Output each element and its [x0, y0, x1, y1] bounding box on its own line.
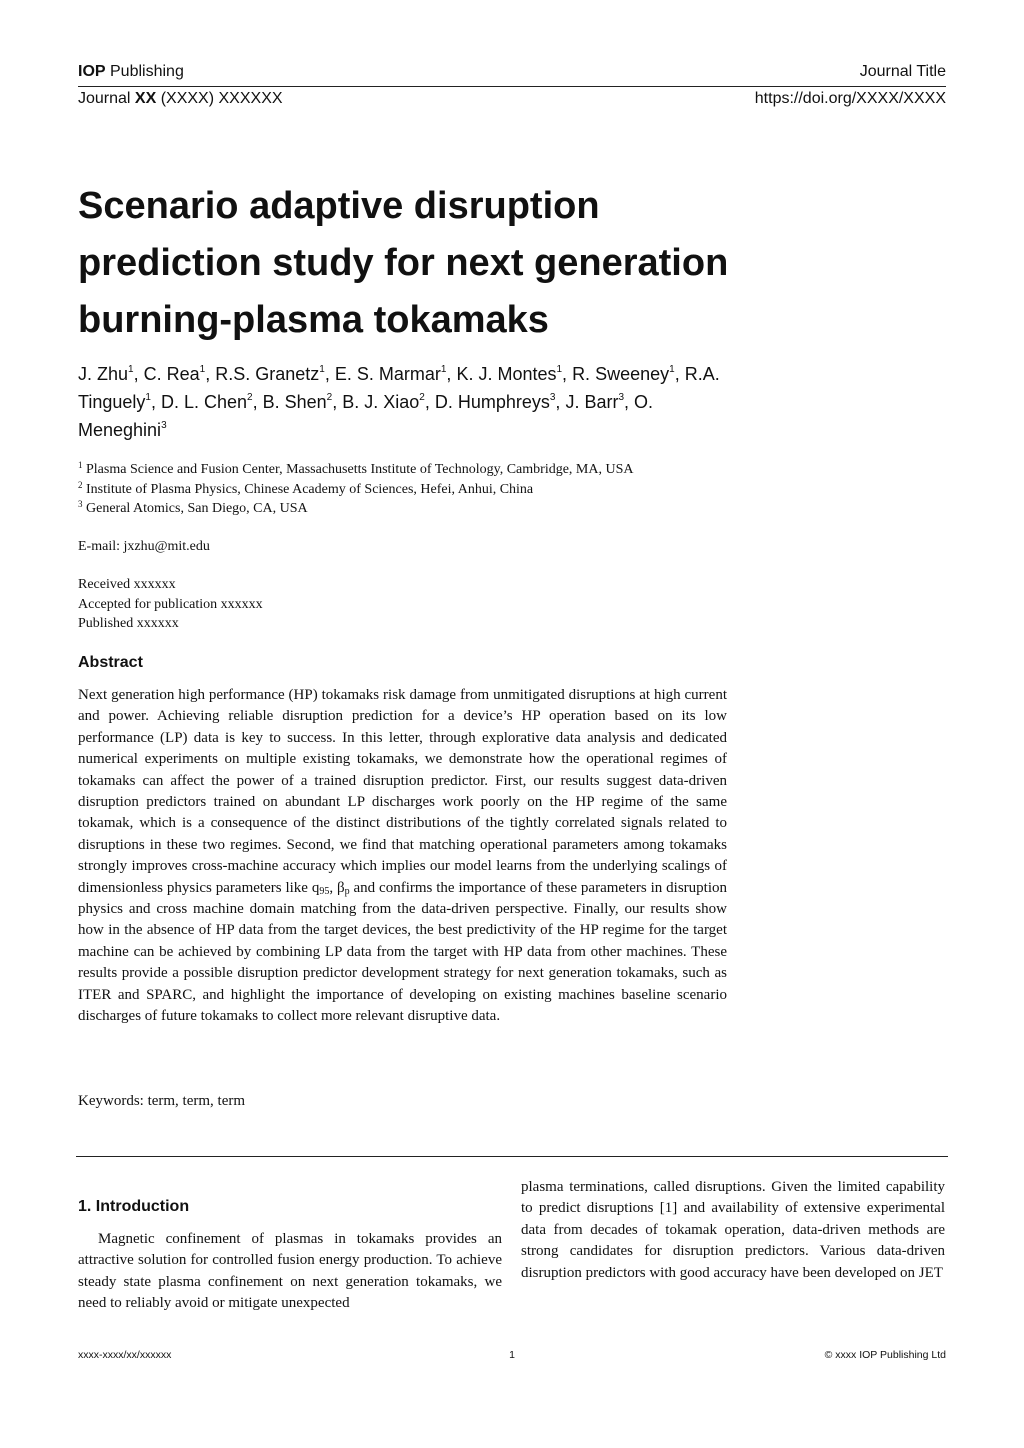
paper-title: Scenario adaptive disruption prediction study for next generation burning-plasma tokamaks — [78, 185, 729, 341]
footer-copyright: © xxxx IOP Publishing Ltd — [824, 1349, 946, 1361]
author-affiliation-marker: 2 — [326, 392, 333, 403]
introduction-column-right: plasma terminations, called disruptions. Given the limited capability to predict disruptions [1] and availability of extensive experimental data from decades of tokamak operation, data-driven methods are strong candidates for disruption predictors. Various data-driven disruption predictors with good accuracy have been developed on JET — [521, 1179, 945, 1281]
section-divider — [76, 1156, 948, 1157]
author-name: J. Barr — [565, 392, 619, 412]
author-separator: , — [624, 392, 635, 412]
author-separator: , — [324, 364, 335, 384]
author-separator: , — [150, 392, 161, 412]
author-name: R. Sweeney — [572, 364, 670, 384]
abstract-heading: Abstract — [78, 654, 143, 671]
author-affiliation-marker: 1 — [128, 364, 134, 375]
received-date: Received xxxxxx — [78, 577, 176, 592]
author-affiliation-marker: 3 — [618, 392, 625, 403]
author-name: R.A. Tinguely — [78, 364, 720, 412]
author-affiliation-marker: 1 — [145, 392, 151, 403]
author-separator: , — [446, 364, 457, 384]
affiliation-item: $^3$ General Atomics, San Diego, CA, USA — [78, 499, 308, 516]
footer-issn: xxxx-xxxx/xx/xxxxxx — [78, 1349, 172, 1361]
header-rule — [78, 86, 946, 87]
author-separator: , — [205, 364, 216, 384]
email-link[interactable]: jxzhu@mit.edu — [123, 539, 210, 554]
author-affiliation-marker: 3 — [549, 392, 556, 403]
author-name: D. Humphreys — [434, 392, 550, 412]
author-affiliation-marker: 1 — [440, 364, 447, 375]
author-name: D. L. Chen — [160, 392, 247, 412]
author-name: K. J. Montes — [456, 364, 557, 384]
author-affiliation-marker: 1 — [319, 364, 325, 375]
author-name: B. J. Xiao — [342, 392, 420, 412]
publisher-name: IOP Publishing — [78, 63, 184, 80]
affiliation-list — [78, 460, 778, 519]
email-label: E-mail: — [78, 539, 124, 554]
page-number: 1 — [509, 1349, 515, 1361]
affiliation-item: $^2$ Institute of Plasma Physics, Chinese Academy of Sciences, Hefei, Anhui, China — [78, 479, 534, 497]
author-name: J. Zhu — [78, 364, 129, 384]
author-name: R.S. Granetz — [215, 364, 320, 384]
abstract-text: Next generation high performance (HP) tokamaks risk damage from unmitigated disruptions at high current and power. Achieving reliable disruption prediction for a device’s HP operation based on its low performance (LP) data is key to success. In this letter, through explorative data analysis and dedicated numerical experiments on multiple existing tokamaks, we demonstrate how the operational regimes of tokamaks can affect the power of a trained disruption predictor. First, our results suggest data-driven disruption predictors trained on abundant LP discharges work poorly on the HP regime of the same tokamak, which is a consequence of the distinct distributions of the tightly correlated signals related to disruptions in these two regimes. Second, we find that matching operational parameters among tokamaks strongly improves cross-machine accuracy which implies our model learns from the underlying scalings of dimensionless physics parameters like $q_{95}$, $\beta_p$ and confirms the importance of these parameters in disruption physics and cross machine domain matching from the data-driven perspective. Finally, our results show how in the absence of HP data from the target devices, the best predictivity of the HP regime for the target machine can be achieved by combining LP data from the target with HP data from other machines. These results provide a possible disruption predictor development strategy for next generation tokamaks, such as ITER and SPARC, and highlight the importance of developing on existing machines baseline scenario discharges of future tokamaks to collect more relevant disruptive data. — [78, 687, 727, 1025]
author-affiliation-marker: 2 — [419, 392, 425, 403]
author-affiliation-marker: 1 — [556, 364, 563, 375]
author-affiliation-marker: 1 — [669, 364, 675, 375]
author-name: C. Rea — [143, 364, 200, 384]
author-name: B. Shen — [262, 392, 327, 412]
journal-title: Journal Title — [859, 63, 946, 80]
introduction-heading: 1. Introduction — [78, 1198, 190, 1215]
running-header-bottom — [78, 89, 946, 109]
introduction-column-left: Magnetic confinement of plasmas in tokamaks provides an attractive solution for controlled fusion energy production. To achieve steady state plasma confinement on next generation tokamaks, we need to reliably avoid or mitigate unexpected — [78, 1231, 502, 1312]
publication-dates — [78, 575, 263, 634]
author-name: E. S. Marmar — [334, 364, 441, 384]
published-date: Published xxxxxx — [78, 616, 179, 631]
author-separator: , — [562, 364, 573, 384]
author-separator: , — [674, 364, 685, 384]
affiliation-item: $^1$ Plasma Science and Fusion Center, Massachusetts Institute of Technology, Cambridge, MA, USA — [78, 460, 634, 477]
author-affiliation-marker: 1 — [199, 364, 206, 375]
keywords: Keywords: term, term, term — [78, 1093, 246, 1109]
author-affiliation-marker: 2 — [247, 392, 253, 403]
author-list — [78, 360, 738, 444]
doi-link[interactable]: https://doi.org/XXXX/XXXX — [754, 90, 946, 107]
author-separator: , — [555, 392, 566, 412]
running-header-top — [78, 62, 946, 82]
author-separator: , — [252, 392, 263, 412]
accepted-date: Accepted for publication xxxxxx — [78, 596, 263, 612]
author-separator: , — [424, 392, 435, 412]
author-affiliation-marker: 3 — [161, 420, 167, 431]
journal-citation: Journal XX (XXXX) XXXXXX — [78, 90, 283, 107]
author-name: O. Meneghini — [78, 392, 654, 440]
author-separator: , — [133, 364, 144, 384]
contact-email — [78, 537, 210, 556]
author-separator: , — [332, 392, 343, 412]
